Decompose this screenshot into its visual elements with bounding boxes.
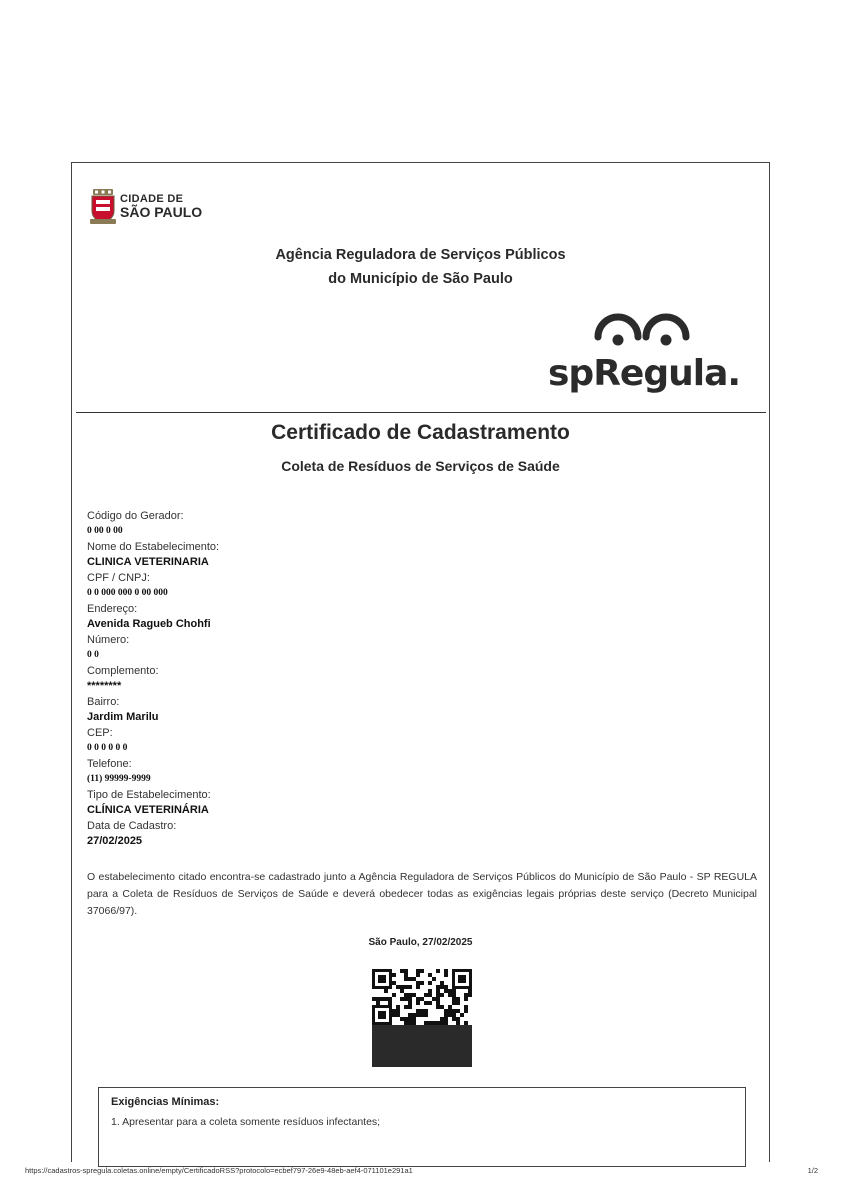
certificate-page	[71, 162, 770, 1162]
field-value: CLÍNICA VETERINÁRIA	[87, 804, 209, 816]
city-coat-of-arms-icon	[90, 189, 116, 225]
field-value: 0 0 0 0 0 0	[87, 743, 128, 753]
field-value: ********	[87, 680, 122, 692]
field-label: CEP:	[87, 727, 113, 739]
field-value: (11) 99999-9999	[87, 774, 151, 784]
field-label: Bairro:	[87, 696, 120, 708]
city-logo-line2: SÃO PAULO	[120, 204, 203, 220]
field-label: Tipo de Estabelecimento:	[87, 789, 211, 801]
field-label: Complemento:	[87, 665, 159, 677]
field-value: 0 0 000 000 0 00 000	[87, 588, 168, 598]
agency-line2: do Município de São Paulo	[328, 271, 513, 287]
spregula-logo	[548, 313, 741, 395]
spregula-wordmark: spRegula.	[548, 353, 741, 394]
field-value: 0 00 0 00	[87, 526, 123, 536]
field-label: CPF / CNPJ:	[87, 572, 150, 584]
requirements-box	[98, 1087, 746, 1167]
issue-date-line: São Paulo, 27/02/2025	[368, 937, 473, 948]
city-logo-line1: CIDADE DE	[120, 193, 184, 205]
certificate-subtitle: Coleta de Resíduos de Serviços de Saúde	[281, 458, 560, 474]
requirement-item: 1. Apresentar para a coleta somente resíduos infectantes;	[111, 1116, 381, 1128]
field-value: CLINICA VETERINARIA	[87, 556, 209, 568]
field-value: Avenida Ragueb Chohfi	[87, 618, 211, 630]
establishment-fields	[87, 508, 487, 849]
certificate-title: Certificado de Cadastramento	[271, 421, 570, 444]
requirements-title: Exigências Mínimas:	[111, 1096, 220, 1108]
field-value: 27/02/2025	[87, 835, 143, 847]
field-label: Data de Cadastro:	[87, 820, 177, 832]
qr-code-icon	[372, 969, 472, 1067]
agency-name	[72, 243, 769, 291]
spregula-arches-icon	[594, 313, 690, 349]
footer-url: https://cadastros-spregula.coletas.online/empty/CertificadoRSS?protocolo=ecbef797-26e9-48eb-aef4-071101e291a1	[25, 1166, 413, 1175]
field-label: Número:	[87, 634, 130, 646]
registration-statement: O estabelecimento citado encontra-se cadastrado junto a Agência Reguladora de Serviços Públicos do Município de São Paulo - SP REGULA para a Coleta de Resíduos de Serviços de Saúde e deverá obedecer todas as exigências legais próprias deste serviço (Decreto Municipal 37066/97).	[87, 871, 757, 917]
field-value: 0 0	[87, 650, 99, 660]
field-value: Jardim Marilu	[87, 711, 159, 723]
field-label: Telefone:	[87, 758, 132, 770]
header-divider	[76, 412, 766, 413]
field-label: Código do Gerador:	[87, 510, 184, 522]
footer-page-number: 1/2	[807, 1166, 818, 1175]
agency-line1: Agência Reguladora de Serviços Públicos	[275, 247, 566, 263]
field-label: Nome do Estabelecimento:	[87, 541, 220, 553]
field-label: Endereço:	[87, 603, 138, 615]
city-logo	[90, 189, 210, 225]
